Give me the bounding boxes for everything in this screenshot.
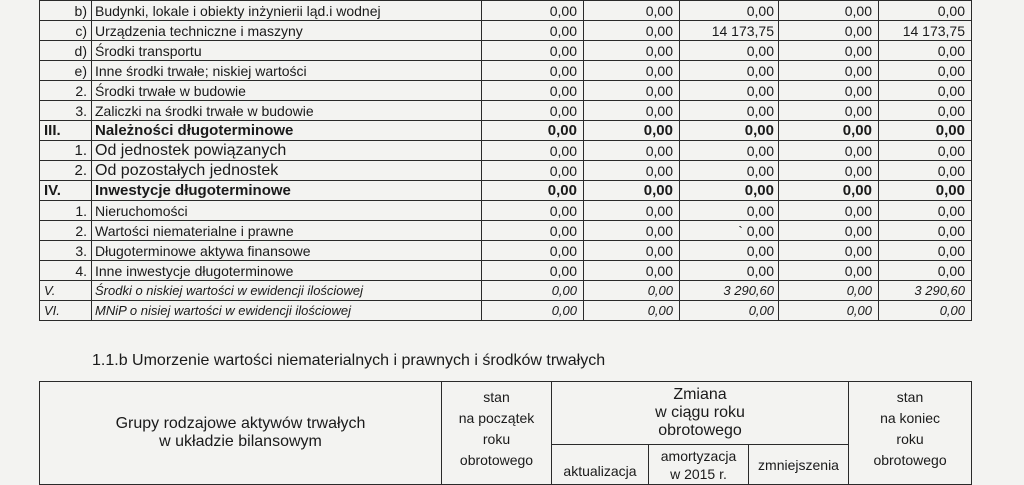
value-cell: 0,00 xyxy=(879,161,972,181)
value-cell: 0,00 xyxy=(779,261,879,281)
value-cell: 0,00 xyxy=(482,221,584,241)
value-cell: 0,00 xyxy=(584,181,680,201)
table-row xyxy=(40,101,972,121)
table-row xyxy=(40,221,972,241)
row-label: MNiP o nisiej wartości w ewidencji ilościowej xyxy=(92,301,482,321)
table-row xyxy=(40,61,972,81)
table-row xyxy=(40,261,972,281)
row-label: Inwestycje długoterminowe xyxy=(92,181,482,201)
header-end-of-year xyxy=(849,382,972,485)
header-line: amortyzacja xyxy=(660,447,737,464)
row-index: 1. xyxy=(40,141,92,161)
row-label: Od pozostałych jednostek xyxy=(92,161,482,181)
header-asset-groups xyxy=(40,382,442,485)
value-cell: 0,00 xyxy=(680,41,779,61)
row-label: Inne inwestycje długoterminowe xyxy=(92,261,482,281)
value-cell: 0,00 xyxy=(779,301,879,321)
row-index: V. xyxy=(40,281,92,301)
row-label: Środki transportu xyxy=(92,41,482,61)
value-cell: 3 290,60 xyxy=(879,281,972,301)
value-cell: 3 290,60 xyxy=(680,281,779,301)
value-cell: 0,00 xyxy=(879,181,972,201)
value-cell: 0,00 xyxy=(879,261,972,281)
row-index: c) xyxy=(40,21,92,41)
value-cell: 0,00 xyxy=(779,61,879,81)
header-line: obrotowego xyxy=(873,452,947,468)
depreciation-table xyxy=(39,381,972,485)
header-line: roku xyxy=(896,431,924,447)
header-line: stan xyxy=(896,389,924,405)
value-cell: ` 0,00 xyxy=(680,221,779,241)
value-cell: 0,00 xyxy=(482,21,584,41)
value-cell: 0,00 xyxy=(779,141,879,161)
table-row xyxy=(40,181,972,201)
value-cell: 0,00 xyxy=(680,181,779,201)
table-row xyxy=(40,121,972,141)
value-cell: 0,00 xyxy=(879,301,972,321)
header-line: w 2015 r. xyxy=(670,465,727,482)
row-index: III. xyxy=(40,121,92,141)
value-cell: 0,00 xyxy=(482,121,584,141)
value-cell: 0,00 xyxy=(779,201,879,221)
row-label: Wartości niematerialne i prawne xyxy=(92,221,482,241)
value-cell: 0,00 xyxy=(779,281,879,301)
value-cell: 0,00 xyxy=(879,41,972,61)
table-row xyxy=(40,21,972,41)
value-cell: 0,00 xyxy=(879,1,972,21)
value-cell: 0,00 xyxy=(680,141,779,161)
table-row xyxy=(40,41,972,61)
header-line: roku xyxy=(482,431,511,447)
value-cell: 0,00 xyxy=(482,181,584,201)
value-cell: 0,00 xyxy=(584,21,680,41)
value-cell: 0,00 xyxy=(680,81,779,101)
fixed-assets-table xyxy=(39,0,972,321)
value-cell: 0,00 xyxy=(584,221,680,241)
header-line: obrotowego xyxy=(658,422,742,439)
row-index: b) xyxy=(40,1,92,21)
row-index: 1. xyxy=(40,201,92,221)
header-line: na początek xyxy=(458,410,535,426)
row-label: Zaliczki na środki trwałe w budowie xyxy=(92,101,482,121)
value-cell: 0,00 xyxy=(584,141,680,161)
value-cell: 0,00 xyxy=(584,201,680,221)
value-cell: 0,00 xyxy=(482,1,584,21)
value-cell: 0,00 xyxy=(879,201,972,221)
value-cell: 0,00 xyxy=(680,61,779,81)
row-index: 2. xyxy=(40,221,92,241)
value-cell: 0,00 xyxy=(482,201,584,221)
header-line: stan xyxy=(483,389,510,405)
value-cell: 0,00 xyxy=(584,161,680,181)
value-cell: 0,00 xyxy=(482,101,584,121)
value-cell: 0,00 xyxy=(779,161,879,181)
value-cell: 0,00 xyxy=(584,81,680,101)
row-label: Budynki, lokale i obiekty inżynierii ląd.i wodnej xyxy=(92,1,482,21)
table-row xyxy=(40,301,972,321)
header-decreases: zmniejszenia xyxy=(749,445,849,485)
value-cell: 0,00 xyxy=(482,241,584,261)
value-cell: 0,00 xyxy=(584,41,680,61)
value-cell: 0,00 xyxy=(680,301,779,321)
value-cell: 0,00 xyxy=(584,281,680,301)
value-cell: 0,00 xyxy=(680,121,779,141)
table-row xyxy=(40,1,972,21)
value-cell: 0,00 xyxy=(482,81,584,101)
table-row xyxy=(40,281,972,301)
row-index: d) xyxy=(40,41,92,61)
value-cell: 0,00 xyxy=(680,261,779,281)
value-cell: 0,00 xyxy=(584,241,680,261)
header-change-during-year xyxy=(552,382,849,445)
row-label: Należności długoterminowe xyxy=(92,121,482,141)
value-cell: 0,00 xyxy=(482,261,584,281)
value-cell: 0,00 xyxy=(779,1,879,21)
header-line: obrotowego xyxy=(459,452,534,468)
value-cell: 0,00 xyxy=(779,101,879,121)
row-index: e) xyxy=(40,61,92,81)
table-row xyxy=(40,141,972,161)
value-cell: 0,00 xyxy=(779,241,879,261)
value-cell: 14 173,75 xyxy=(879,21,972,41)
row-index: 3. xyxy=(40,101,92,121)
value-cell: 0,00 xyxy=(779,181,879,201)
value-cell: 0,00 xyxy=(584,121,680,141)
value-cell: 0,00 xyxy=(482,281,584,301)
header-amortization xyxy=(649,445,749,485)
row-label: Nieruchomości xyxy=(92,201,482,221)
value-cell: 0,00 xyxy=(879,101,972,121)
row-label: Środki o niskiej wartości w ewidencji ilościowej xyxy=(92,281,482,301)
value-cell: 0,00 xyxy=(779,221,879,241)
value-cell: 0,00 xyxy=(680,241,779,261)
value-cell: 14 173,75 xyxy=(680,21,779,41)
header-line: w ciągu roku xyxy=(655,404,745,421)
table-row xyxy=(40,161,972,181)
value-cell: 0,00 xyxy=(584,101,680,121)
value-cell: 0,00 xyxy=(779,121,879,141)
value-cell: 0,00 xyxy=(584,261,680,281)
value-cell: 0,00 xyxy=(584,1,680,21)
row-index: IV. xyxy=(40,181,92,201)
value-cell: 0,00 xyxy=(879,61,972,81)
row-index: 2. xyxy=(40,81,92,101)
row-label: Środki trwałe w budowie xyxy=(92,81,482,101)
row-index: 4. xyxy=(40,261,92,281)
row-index: 3. xyxy=(40,241,92,261)
value-cell: 0,00 xyxy=(779,21,879,41)
header-asset-groups-line: Grupy rodzajowe aktywów trwałych xyxy=(115,415,366,432)
value-cell: 0,00 xyxy=(482,41,584,61)
value-cell: 0,00 xyxy=(779,41,879,61)
table-row xyxy=(40,241,972,261)
row-index: 2. xyxy=(40,161,92,181)
table-row xyxy=(40,201,972,221)
header-revaluation: aktualizacja xyxy=(552,445,649,485)
value-cell: 0,00 xyxy=(584,61,680,81)
value-cell: 0,00 xyxy=(680,1,779,21)
value-cell: 0,00 xyxy=(779,81,879,101)
value-cell: 0,00 xyxy=(680,201,779,221)
table-row xyxy=(40,81,972,101)
value-cell: 0,00 xyxy=(680,101,779,121)
row-label: Inne środki trwałe; niskiej wartości xyxy=(92,61,482,81)
row-label: Długoterminowe aktywa finansowe xyxy=(92,241,482,261)
value-cell: 0,00 xyxy=(482,161,584,181)
value-cell: 0,00 xyxy=(879,121,972,141)
value-cell: 0,00 xyxy=(482,141,584,161)
header-asset-groups-line: w układzie bilansowym xyxy=(159,433,322,450)
value-cell: 0,00 xyxy=(680,161,779,181)
value-cell: 0,00 xyxy=(482,61,584,81)
value-cell: 0,00 xyxy=(879,221,972,241)
header-line: na koniec xyxy=(880,410,940,426)
row-label: Urządzenia techniczne i maszyny xyxy=(92,21,482,41)
value-cell: 0,00 xyxy=(482,301,584,321)
row-index: VI. xyxy=(40,301,92,321)
value-cell: 0,00 xyxy=(879,141,972,161)
value-cell: 0,00 xyxy=(584,301,680,321)
row-label: Od jednostek powiązanych xyxy=(92,141,482,161)
header-line: Zmiana xyxy=(673,386,727,403)
value-cell: 0,00 xyxy=(879,241,972,261)
section-title: 1.1.b Umorzenie wartości niematerialnych i prawnych i środków trwałych xyxy=(92,352,606,369)
header-start-of-year xyxy=(442,382,552,485)
value-cell: 0,00 xyxy=(879,81,972,101)
